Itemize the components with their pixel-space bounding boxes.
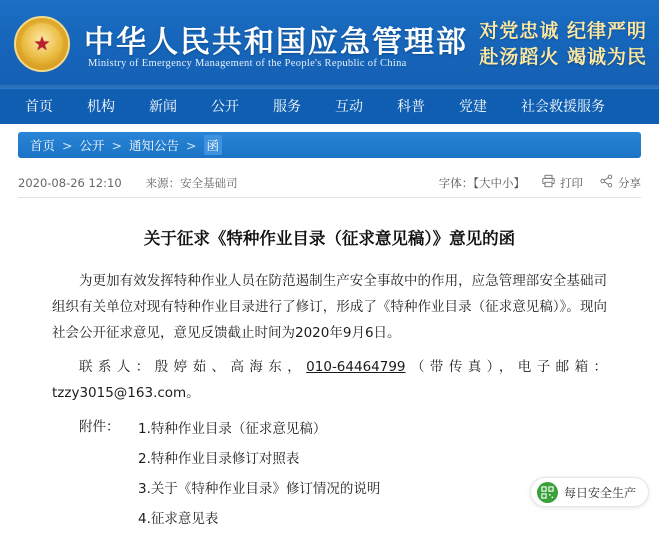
- article-paragraph-1: 为更加有效发挥特种作业人员在防范遏制生产安全事故中的作用，应急管理部安全基础司组织有关单位对现有特种作业目录进行了修订，形成了《特种作业目录（征求意见稿）》。现向社会公开征求意见，意见反馈截止时间为2020年9月6日。: [52, 273, 607, 341]
- attachments-list: [138, 414, 607, 534]
- emblem-star: ★: [33, 33, 51, 55]
- attachment-item-3[interactable]: 3.关于《特种作业目录》修订情况的说明: [138, 481, 381, 497]
- attachments-section: [52, 414, 607, 534]
- page-title: 关于征求《特种作业目录（征求意见稿）》意见的函: [143, 229, 516, 248]
- site-header: [0, 0, 659, 88]
- nav-item-social-rescue[interactable]: 社会救援服务: [521, 98, 605, 115]
- publish-date: 2020-08-26 12:10: [18, 175, 122, 190]
- print-button[interactable]: [541, 174, 583, 191]
- site-slogan: [479, 18, 647, 70]
- article-contact-line: [52, 354, 607, 406]
- share-label: 分享: [618, 175, 641, 190]
- article-tools: [439, 174, 641, 191]
- nav-item-disclosure[interactable]: 公开: [211, 98, 239, 115]
- print-label: 打印: [560, 175, 583, 190]
- main-navigation: [0, 88, 659, 124]
- breadcrumb-container: [0, 124, 659, 158]
- slogan-line-1: 对党忠诚 纪律严明: [479, 20, 647, 42]
- attachment-item-1[interactable]: 1.特种作业目录（征求意见稿）: [138, 421, 327, 437]
- breadcrumb-item-disclosure[interactable]: 公开: [79, 138, 105, 153]
- nav-item-organization[interactable]: 机构: [87, 98, 115, 115]
- nav-item-party-building[interactable]: 党建: [459, 98, 487, 115]
- contact-suffix: （带传真），电子邮箱：tzzy3015@163.com。: [52, 359, 608, 401]
- breadcrumb-item-home[interactable]: 首页: [30, 138, 56, 153]
- share-icon: [599, 174, 614, 191]
- attachment-item-2[interactable]: 2.特种作业目录修订对照表: [138, 451, 300, 467]
- site-title-en: Ministry of Emergency Management of the People's Republic of China: [88, 58, 407, 69]
- nav-item-home[interactable]: 首页: [25, 98, 53, 115]
- breadcrumb-item-announcements[interactable]: 通知公告: [129, 138, 180, 153]
- breadcrumb-separator-1: >: [62, 137, 73, 153]
- breadcrumb: [18, 132, 641, 158]
- nav-item-interaction[interactable]: 互动: [335, 98, 363, 115]
- printer-icon: [541, 174, 556, 191]
- nav-item-news[interactable]: 新闻: [149, 98, 177, 115]
- article-meta: [18, 168, 641, 198]
- breadcrumb-separator-2: >: [111, 137, 122, 153]
- article-source: 来源：安全基础司: [145, 175, 238, 190]
- wechat-account-name: 每日安全生产: [563, 485, 636, 500]
- breadcrumb-separator-3: >: [186, 137, 197, 153]
- font-size-control[interactable]: 字体：【大中小】: [438, 175, 525, 190]
- attachments-label: 附件：: [79, 419, 120, 435]
- site-title-zh: 中华人民共和国应急管理部: [84, 25, 468, 60]
- slogan-line-2: 赴汤蹈火 竭诚为民: [479, 46, 647, 68]
- wechat-account-badge[interactable]: [530, 477, 649, 507]
- contact-phone-link[interactable]: 010-64464799: [306, 359, 406, 375]
- wechat-qr-icon: [537, 482, 558, 503]
- contact-prefix: 联系人：殷婷茹、高海东，: [79, 359, 307, 375]
- nav-item-services[interactable]: 服务: [273, 98, 301, 115]
- breadcrumb-current: 函: [204, 135, 223, 155]
- share-button[interactable]: [599, 174, 641, 191]
- national-emblem-icon: [14, 16, 70, 72]
- nav-item-science[interactable]: 科普: [397, 98, 425, 115]
- attachment-item-4[interactable]: 4.征求意见表: [138, 511, 219, 527]
